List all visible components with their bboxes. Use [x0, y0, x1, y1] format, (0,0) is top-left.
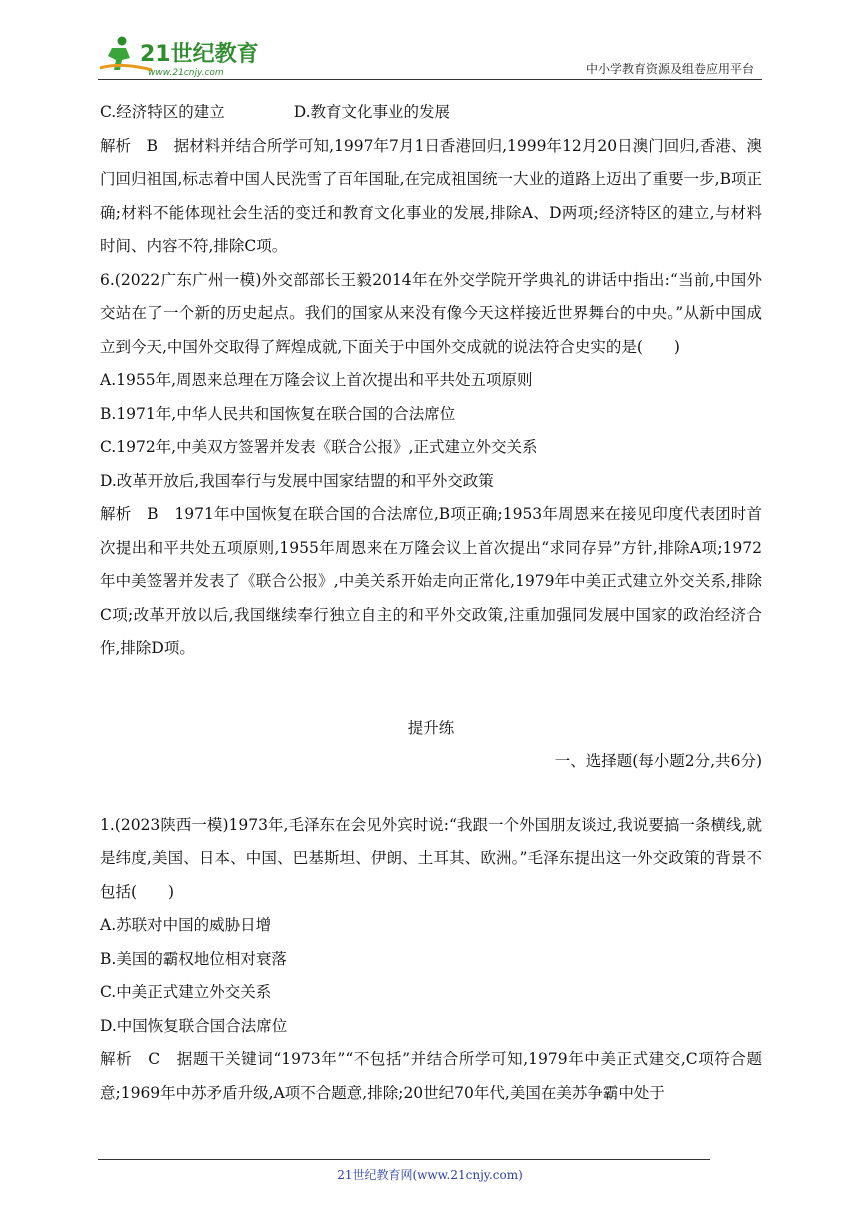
footer-rule	[98, 1159, 710, 1160]
question-1: 1.(2023陕西一模)1973年,毛泽东在会见外宾时说:“我跟一个外国朋友谈过,我说要搞一条横线,就是纬度,美国、日本、中国、巴基斯坦、伊朗、土耳其、欧洲。”毛泽东提出这一外交政策的背景不包括( )	[100, 815, 762, 901]
options-line: C.经济特区的建立 D.教育文化事业的发展	[100, 103, 451, 121]
analysis-q6: 解析 B 1971年中国恢复在联合国的合法席位,B项正确;1953年周恩来在接见印度代表团时首次提出和平共处五项原则,1955年周恩来在万隆会议上首次提出“求同存异”方针,排除A项;1972年中美签署并发表了《联合公报》,中美关系开始走向正常化,1979年中美正式建立外交关系,排除C项;改革开放以后,我国继续奉行独立自主的和平外交政策,注重加强同发展中国家的政治经济合作,排除D项。	[100, 505, 762, 657]
q1-option-c: C.中美正式建立外交关系	[100, 983, 272, 1001]
q6-option-c: C.1972年,中美双方签署并发表《联合公报》,正式建立外交关系	[100, 438, 538, 456]
spacer	[100, 779, 762, 809]
q1-option-a: A.苏联对中国的威胁日增	[100, 916, 272, 934]
analysis-q1: 解析 C 据题干关键词“1973年”“不包括”并结合所学可知,1979年中美正式建交,C项符合题意;1969年中苏矛盾升级,A项不合题意,排除;20世纪70年代,美国在美苏争霸中处于	[100, 1050, 762, 1102]
logo-url-text: www.21cnjy.com	[148, 68, 224, 78]
header-rule	[98, 79, 762, 80]
section-title: 提升练	[407, 718, 455, 737]
q1-option-d: D.中国恢复联合国合法席位	[100, 1016, 288, 1035]
analysis-q5: 解析 B 据材料并结合所学可知,1997年7月1日香港回归,1999年12月20日澳门回归,香港、澳门回归祖国,标志着中国人民洗雪了百年国耻,在完成祖国统一大业的道路上迈出了重要一步,B项正确;材料不能体现社会生活的变迁和教育文化事业的发展,排除A、D两项;经济特区的建立,与材料时间、内容不符,排除C项。	[100, 136, 762, 255]
platform-name: 中小学教育资源及组卷应用平台	[585, 62, 754, 76]
q6-option-a: A.1955年,周恩来总理在万隆会议上首次提出和平共处五项原则	[100, 371, 533, 389]
document-body	[100, 96, 762, 1110]
q6-option-b: B.1971年,中华人民共和国恢复在联合国的合法席位	[100, 404, 456, 423]
q6-option-d: D.改革开放后,我国奉行与发展中国家结盟的和平外交政策	[100, 471, 494, 490]
page-footer: 21世纪教育网(www.21cnjy.com)	[337, 1168, 523, 1182]
logo	[92, 34, 262, 80]
q1-option-b: B.美国的霸权地位相对衰落	[100, 949, 287, 968]
question-6: 6.(2022广东广州一模)外交部部长王毅2014年在外交学院开学典礼的讲话中指出:“当前,中国外交站在了一个新的历史起点。我们的国家从来没有像今天这样接近世界舞台的中央。”从新中国成立到今天,中国外交取得了辉煌成就,下面关于中国外交成就的说法符合史实的是( )	[100, 270, 762, 356]
page-header	[0, 0, 860, 90]
logo-text: 21世纪教育	[140, 42, 259, 67]
section-subtitle: 一、选择题(每小题2分,共6分)	[554, 752, 762, 770]
